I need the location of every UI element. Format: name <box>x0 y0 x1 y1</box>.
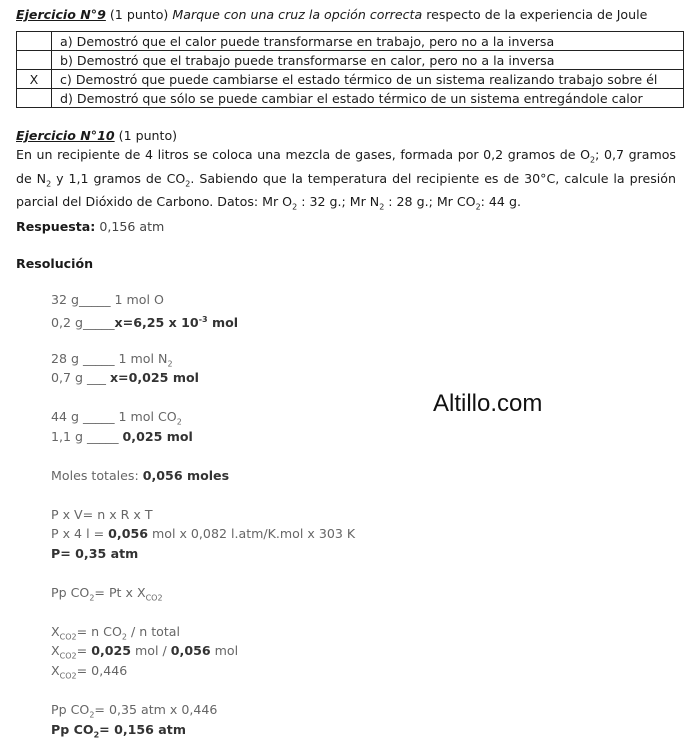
answer-label: Respuesta: <box>16 219 96 234</box>
option-a-mark-cell[interactable] <box>17 32 52 51</box>
step-partial-pressure-result: Pp $CO_2= 0,156$ atm <box>51 722 186 740</box>
option-d-mark-cell[interactable] <box>17 89 52 108</box>
exercise-10-title: Ejercicio N°10 <box>16 128 115 143</box>
step-n-line-2: 0,7 g ___ x=0,025 mol <box>51 370 199 385</box>
exercise-10-statement: En un recipiente de 4 litros se coloca una mezcla de gases, formada por 0,2 gramos de $O_2$; 0,7 gramos de $N_2$ y 1,1 gramos de $CO_2$. Sabiendo que la temperatura del recipiente es de 30°C, calcule la presión parcial del Dióxido de Carbono. Datos: Mr $O_2$ : 32 g.; Mr $N_2$ : 28 g.; Mr $CO_2$: 44 g. <box>16 147 676 212</box>
options-table <box>16 31 684 108</box>
exercise-9-prompt-rest: respecto de la experiencia de Joule <box>426 7 648 22</box>
step-molar-fraction-formula: $X_{CO2}= n$ $CO_2$ / n total <box>51 624 181 642</box>
exercise-9-prompt-italic: Marque con una cruz la opción correcta <box>172 7 423 22</box>
exercise-10-heading <box>16 127 177 145</box>
step-molar-fraction-sub: $X_{CO2}= 0,025$ mol / 0,056 mol <box>51 643 239 661</box>
option-b-text: b) Demostró que el trabajo puede transformarse en calor, pero no a la inversa <box>52 51 684 70</box>
step-c-line-2: 1,1 g _____ 0,025 mol <box>51 429 193 444</box>
altillo-watermark: Altillo.com <box>433 390 543 417</box>
answer-value: 0,156 atm <box>99 219 165 234</box>
option-row-c <box>17 70 684 89</box>
step-total-moles: Moles totales: 0,056 moles <box>51 468 230 483</box>
option-row-a <box>17 32 684 51</box>
step-total-pressure: P= 0,35 atm <box>51 546 139 561</box>
exercise-10-points: (1 punto) <box>118 128 178 143</box>
step-partial-pressure-formula: Pp $CO_2= Pt$ x $X_{CO2}$ <box>51 585 163 603</box>
option-d-text: d) Demostró que sólo se puede cambiar el estado térmico de un sistema entregándole calor <box>52 89 684 108</box>
step-gas-sub: P x 4 l = 0,056 mol x 0,082 l.atm/K.mol x 303 K <box>51 526 356 541</box>
option-a-text: a) Demostró que el calor puede transformarse en trabajo, pero no a la inversa <box>52 32 684 51</box>
step-c-line-1: 44 g _____ 1 mol $CO_2$ <box>51 409 182 427</box>
exercise-9-heading <box>16 6 647 24</box>
step-gas-law: P x V= n x R x T <box>51 507 153 522</box>
exercise-9-title: Ejercicio N°9 <box>16 7 106 22</box>
step-molar-fraction-result: $X_{CO2}= 0,446$ <box>51 663 128 681</box>
resolution-label: Resolución <box>16 256 94 271</box>
option-b-mark-cell[interactable] <box>17 51 52 70</box>
option-c-mark-cell[interactable]: X <box>17 70 52 89</box>
step-partial-pressure-sub: Pp $CO_2= 0,35$ atm x 0,446 <box>51 702 218 720</box>
option-c-text: c) Demostró que puede cambiarse el estado térmico de un sistema realizando trabajo sobre él <box>52 70 684 89</box>
step-n-line-1: 28 g _____ 1 mol $N_2$ <box>51 351 173 369</box>
step-o-line-1: 32 g_____ 1 mol O <box>51 292 164 307</box>
step-o-line-2: 0,2 g_____x=6,25 x $10^{-3}$ mol <box>51 315 239 331</box>
option-row-d <box>17 89 684 108</box>
exercise-9-points: (1 punto) <box>109 7 169 22</box>
answer-line <box>16 218 164 236</box>
option-row-b <box>17 51 684 70</box>
